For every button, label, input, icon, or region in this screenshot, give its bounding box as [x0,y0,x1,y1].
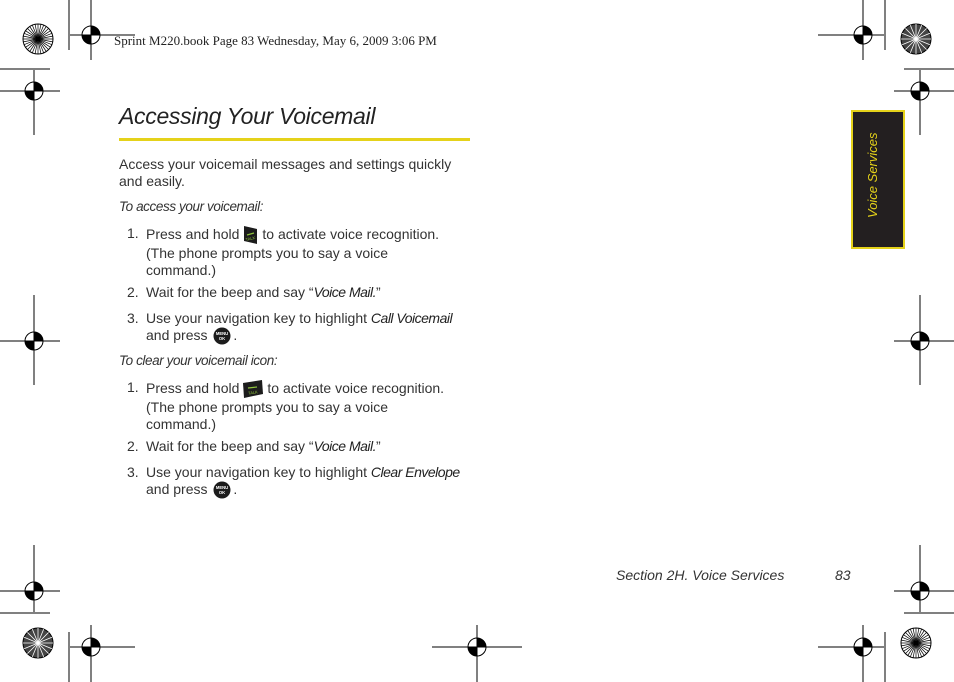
talk-key-label: TALK [248,389,259,396]
section-tab-label: Voice Services [865,132,880,218]
step-text: . [233,327,238,343]
step-text: (The phone prompts you to say a voice [146,399,389,415]
step-text: (The phone prompts you to say a voice [146,245,389,261]
menu-key-label: MENU [216,485,229,490]
step-number: 1. [127,225,139,241]
step-text: . [233,481,238,497]
step-text: and press [146,481,208,497]
page-number: 83 [835,567,851,583]
step-number: 2. [127,284,139,300]
footer-section: Section 2H. Voice Services [616,567,785,583]
print-header: Sprint M220.book Page 83 Wednesday, May 6, 2009 3:06 PM [114,33,437,48]
access-voicemail-heading: To access your voicemail: [119,199,264,214]
step-text: ” [376,438,381,454]
ok-key-label: OK [219,490,226,495]
step-text: Wait for the beep and say “ [146,438,314,454]
menu-option: Call Voicemail [370,310,453,326]
step-text: and press [146,327,208,343]
step-text: Press and hold [146,380,240,396]
ok-key-label: OK [219,336,226,341]
step-number: 3. [127,464,139,480]
talk-key-label: TALK [245,235,257,242]
menu-ok-key-icon [213,481,231,499]
page-title: Accessing Your Voicemail [119,103,376,129]
step-number: 2. [127,438,139,454]
step-text: Wait for the beep and say “ [146,284,314,300]
menu-option: Clear Envelope [370,464,460,480]
step-number: 1. [127,379,139,395]
step-text: to activate voice recognition. [267,380,445,396]
talk-key-icon [242,225,259,245]
step-text: Use your navigation key to highlight [146,310,368,326]
step-text: command.) [146,262,217,278]
intro-paragraph: Access your voicemail messages and settings quickly and easily. [119,156,452,189]
step-text: to activate voice recognition. [262,226,440,242]
menu-key-label: MENU [216,331,229,336]
step-number: 3. [127,310,139,326]
step-text: command.) [146,416,217,432]
voice-command: Voice Mail. [313,438,377,454]
step-text: ” [376,284,381,300]
step-text: Use your navigation key to highlight [146,464,368,480]
step-text: Press and hold [146,226,240,242]
menu-ok-key-icon [213,327,231,345]
talk-key-icon [242,379,264,399]
clear-voicemail-heading: To clear your voicemail icon: [119,353,278,368]
title-underline [119,138,470,141]
voice-command: Voice Mail. [313,284,377,300]
